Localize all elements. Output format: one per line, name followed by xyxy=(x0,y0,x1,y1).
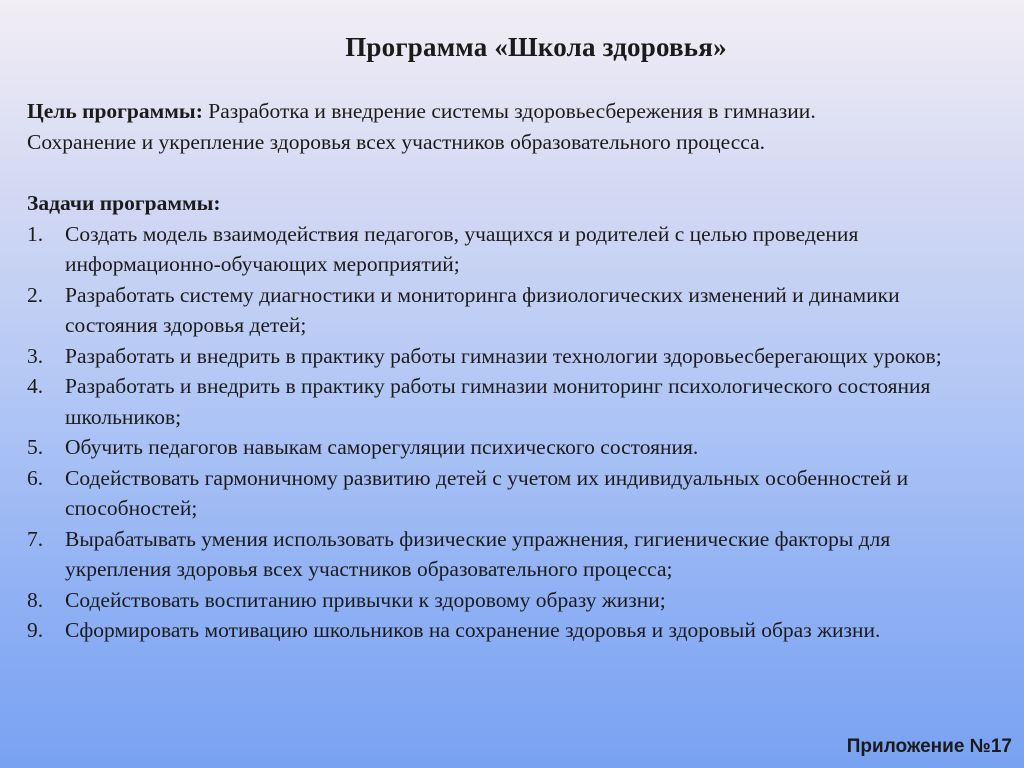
task-item xyxy=(27,341,987,372)
task-text: Разработать и внедрить в практику работы гимназии технологии здоровьесберегающих уроков; xyxy=(65,343,942,368)
goal-label: Цель программы: xyxy=(27,99,203,123)
task-text: Содействовать воспитанию привычки к здоровому образу жизни; xyxy=(65,587,666,612)
goal-line xyxy=(27,96,987,127)
task-item xyxy=(27,371,987,432)
task-item xyxy=(27,615,987,646)
goal-text: Разработка и внедрение системы здоровьесбережения в гимназии. xyxy=(208,99,816,123)
goal-section xyxy=(27,96,987,157)
task-number: 2. xyxy=(27,282,44,307)
task-item xyxy=(27,280,987,341)
task-number: 6. xyxy=(27,465,44,490)
goal-text-2: Сохранение и укрепление здоровья всех участников образовательного процесса. xyxy=(27,129,766,154)
task-number: 8. xyxy=(27,587,44,612)
task-list xyxy=(27,219,987,646)
task-number: 7. xyxy=(27,526,44,551)
task-number: 3. xyxy=(27,343,44,368)
task-number: 1. xyxy=(27,221,44,246)
task-number: 4. xyxy=(27,374,44,398)
task-item xyxy=(27,585,987,616)
task-text: Сформировать мотивацию школьников на сохранение здоровья и здоровый образ жизни. xyxy=(65,618,881,642)
task-text: Разработать и внедрить в практику работы гимназии мониторинг психологического состояния школьников; xyxy=(65,374,931,429)
task-item xyxy=(27,463,987,524)
task-text: Вырабатывать умения использовать физические упражнения, гигиенические факторы для укрепления здоровья всех участников образовательного процесса; xyxy=(65,526,891,581)
task-text: Обучить педагогов навыкам саморегуляции психического состояния. xyxy=(65,435,699,459)
task-item xyxy=(27,432,987,463)
task-number: 9. xyxy=(27,618,44,642)
page-title: Программа «Школа здоровья» xyxy=(345,32,727,62)
task-text: Разработать систему диагностики и мониторинга физиологических изменений и динамики состояния здоровья детей; xyxy=(65,282,900,337)
appendix-label: Приложение №17 xyxy=(846,736,1012,757)
task-item xyxy=(27,219,987,280)
task-text: Создать модель взаимодействия педагогов, учащихся и родителей с целью проведения информационно-обучающих мероприятий; xyxy=(65,221,859,276)
task-text: Содействовать гармоничному развитию детей с учетом их индивидуальных особенностей и способностей; xyxy=(65,465,909,520)
slide-content xyxy=(27,96,987,646)
task-number: 5. xyxy=(27,435,44,459)
task-item xyxy=(27,524,987,585)
tasks-heading: Задачи программы: xyxy=(27,191,221,215)
